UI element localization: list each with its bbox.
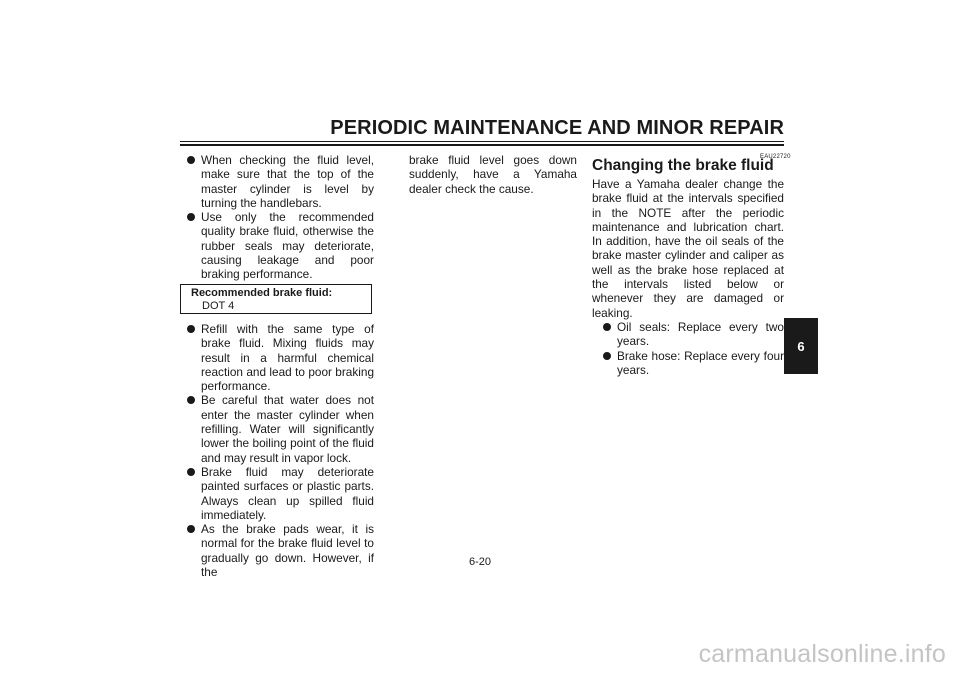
bullet-text: Brake hose: Replace every four years. (617, 348, 784, 377)
spec-box (180, 284, 372, 314)
bullet-text: Refill with the same type of brake fluid. Mixing fluids may result in a harmful chemical reaction and lead to poor braking performance. (201, 322, 374, 394)
bullet-dot-icon (187, 396, 195, 404)
bullet-text: As the brake pads wear, it is normal for the brake fluid level to gradually go down. However, if the (201, 522, 374, 580)
list-item (602, 320, 784, 349)
column-middle (409, 153, 577, 196)
bullet-text: When checking the fluid level, make sure that the top of the master cylinder is level by turning the handlebars. (201, 153, 374, 210)
bullet-text: Oil seals: Replace every two years. (617, 319, 784, 349)
section-heading: Changing the brake fluid (592, 157, 774, 174)
list-item (602, 349, 784, 378)
page-number: 6-20 (468, 556, 492, 568)
bullet-text: Be careful that water does not enter the master cylinder when refilling. Water will significantly lower the boiling point of the fluid and may result in vapor lock. (201, 393, 374, 465)
sub-bullet-list (592, 320, 784, 377)
column-left (186, 153, 374, 282)
page-header-title: PERIODIC MAINTENANCE AND MINOR REPAIR (330, 117, 784, 139)
spec-value: DOT 4 (202, 300, 235, 312)
bullet-dot-icon (603, 352, 611, 360)
section-body: Have a Yamaha dealer change the brake fluid at the intervals specified in the NOTE after the periodic maintenance and lubrication chart. In addition, have the oil seals of the brake master cylinder and caliper as well as the brake hose replaced at the intervals listed below or whenever they are damaged or leaking. (592, 177, 784, 320)
bullet-item (186, 153, 374, 210)
column-left-lower (186, 322, 374, 579)
bullet-item (186, 522, 374, 579)
bullet-text: Use only the recommended quality brake fluid, otherwise the rubber seals may deteriorate, causing leakage and poor braking performance. (201, 210, 374, 282)
section-code: EAU22720 (760, 154, 791, 160)
spec-label: Recommended brake fluid: (191, 287, 333, 299)
header-rule-thick (180, 144, 784, 146)
bullet-item (186, 393, 374, 464)
bullet-item (186, 322, 374, 393)
bullet-text: Brake fluid may deteriorate painted surfaces or plastic parts. Always clean up spilled fluid immediately. (201, 464, 374, 522)
bullet-dot-icon (603, 323, 611, 331)
bullet-dot-icon (187, 468, 195, 476)
bullet-item (186, 465, 374, 522)
bullet-dot-icon (187, 156, 195, 164)
bullet-item (186, 210, 374, 281)
chapter-tab: 6 (784, 318, 818, 374)
continuation-text: brake fluid level goes down suddenly, have a Yamaha dealer check the cause. (409, 153, 577, 196)
bullet-dot-icon (187, 213, 195, 221)
bullet-dot-icon (187, 325, 195, 333)
watermark: carmanualsonline.info (698, 640, 946, 668)
column-right (592, 151, 784, 377)
header-rule (180, 141, 784, 142)
bullet-dot-icon (187, 525, 195, 533)
